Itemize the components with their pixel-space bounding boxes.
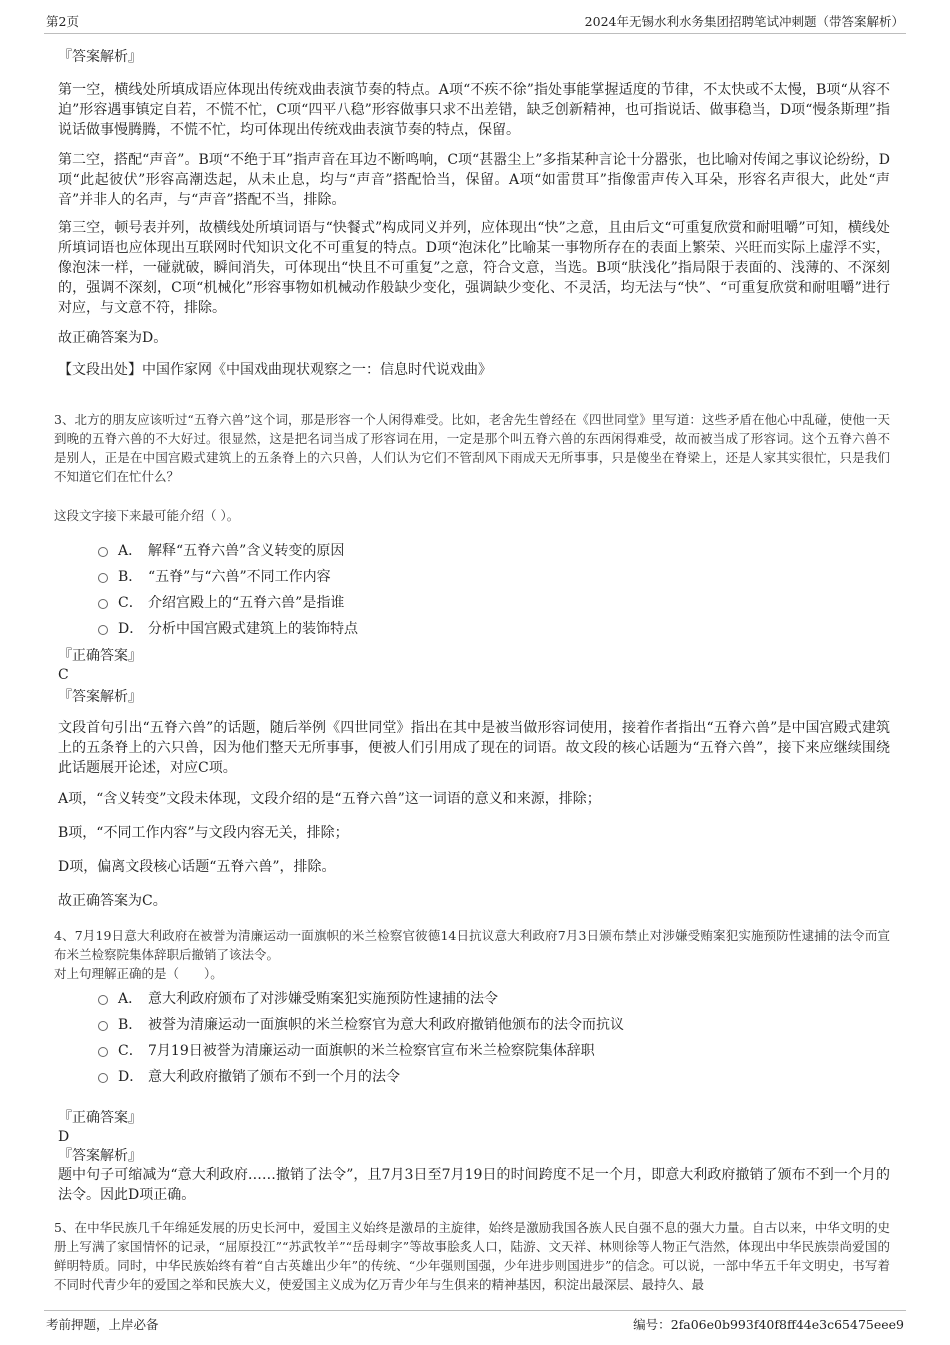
q3-analysis-para-1: 文段首句引出“五脊六兽”的话题，随后举例《四世同堂》指出在其中是被当做形容词使用，接着作者指出“五脊六兽”是中国宫殿式建筑上的五条脊上的六只兽，因为他们整天无所事事，便被人们引用成了现在的词语。故文段的核心话题为“五脊六兽”，接下来应继续围绕此话题展开论述，对应C项。 <box>58 720 890 776</box>
radio-button[interactable] <box>98 625 108 635</box>
q4-option-d[interactable] <box>98 1063 878 1089</box>
page-header <box>44 8 906 34</box>
q3-options <box>98 537 878 641</box>
radio-button[interactable] <box>98 1073 108 1083</box>
option-letter: C． <box>118 595 143 611</box>
radio-button[interactable] <box>98 599 108 609</box>
page-number: 第2页 <box>46 14 79 29</box>
option-letter: B． <box>118 569 143 585</box>
q3-analysis-para-3: B项，“不同工作内容”与文段内容无关，排除； <box>58 825 349 841</box>
option-letter: C． <box>118 1043 143 1059</box>
q3-option-c[interactable] <box>98 589 878 615</box>
q3-analysis-para-4: D项，偏离文段核心话题“五脊六兽”，排除。 <box>58 859 336 875</box>
serial-label: 编号： <box>633 1317 671 1332</box>
option-text: 解释“五脊六兽”含义转变的原因 <box>148 543 345 559</box>
option-text: 介绍宫殿上的“五脊六兽”是指谁 <box>148 595 345 611</box>
q3-prompt: 这段文字接下来最可能介绍（ ）。 <box>54 508 240 523</box>
document-title: 2024年无锡水利水务集团招聘笔试冲刺题（带答案解析） <box>584 14 904 29</box>
option-text: “五脊”与“六兽”不同工作内容 <box>148 569 331 585</box>
option-text: 意大利政府颁布了对涉嫌受贿案犯实施预防性逮捕的法令 <box>148 991 498 1007</box>
q2-source: 【文段出处】中国作家网《中国戏曲现状观察之一：信息时代说戏曲》 <box>58 362 492 378</box>
q4-option-a[interactable] <box>98 985 878 1011</box>
radio-button[interactable] <box>98 995 108 1005</box>
q3-conclusion: 故正确答案为C。 <box>58 893 167 909</box>
q5-passage: 5、在中华民族几千年绵延发展的历史长河中，爱国主义始终是激昂的主旋律，始终是激励我国各族人民自强不息的强大力量。自古以来，中华文明的史册上写满了家国情怀的记录，“屈原投江”“苏武牧羊”“岳母刺字”等故事脍炙人口，陆游、文天祥、林则徐等人物正气浩然，体现出中华民族崇尚爱国的鲜明特质。同时，中华民族始终有着“自古英雄出少年”的传统、“少年强则国强，少年进步则国进步”的信念。可以说，一部中华五千年文明史，书写着不同时代青少年的爱国之举和民族大义，使爱国主义成为亿万青少年与生俱来的精神基因，积淀出最深层、最持久、最 <box>54 1220 890 1292</box>
q2-conclusion: 故正确答案为D。 <box>58 330 168 346</box>
page-footer <box>44 1310 906 1334</box>
option-text: 7月19日被誉为清廉运动一面旗帜的米兰检察官宣布米兰检察院集体辞职 <box>148 1043 595 1059</box>
option-letter: D． <box>118 1069 144 1085</box>
q4-prompt: 对上句理解正确的是（ ）。 <box>54 966 223 981</box>
q4-option-c[interactable] <box>98 1037 878 1063</box>
serial-number <box>633 1315 904 1333</box>
q2-analysis-para-1: 第一空，横线处所填成语应体现出传统戏曲表演节奏的特点。A项“不疾不徐”指处事能掌握适度的节律，不太快或不太慢，B项“从容不迫”形容遇事镇定自若，不慌不忙，C项“四平八稳”形容做事只求不出差错，缺乏创新精神，也可指说话、做事稳当，D项“慢条斯理”指说话做事慢腾腾，不慌不忙，均可体现出传统戏曲表演节奏的特点，保留。 <box>58 82 890 138</box>
q4-option-b[interactable] <box>98 1011 878 1037</box>
option-letter: A． <box>118 991 143 1007</box>
q4-options <box>98 985 878 1089</box>
radio-button[interactable] <box>98 547 108 557</box>
radio-button[interactable] <box>98 573 108 583</box>
q3-analysis-para-2: A项，“含义转变”文段未体现，文段介绍的是“五脊六兽”这一词语的意义和来源，排除； <box>58 791 601 807</box>
option-letter: D． <box>118 621 144 637</box>
option-text: 分析中国宫殿式建筑上的装饰特点 <box>148 621 358 637</box>
q3-option-b[interactable] <box>98 563 878 589</box>
q2-analysis-para-3: 第三空，顿号表并列，故横线处所填词语与“快餐式”构成同义并列，应体现出“快”之意，且由后文“可重复欣赏和耐咀嚼”可知，横线处所填词语也应体现出互联网时代知识文化不可重复的特点。D项“泡沫化”比喻某一事物所存在的表面上繁荣、兴旺而实际上虚浮不实，像泡沫一样，一碰就破，瞬间消失，可体现出“快且不可重复”之意，符合文意，当选。B项“肤浅化”指局限于表面的、浅薄的、不深刻的，强调不深刻，C项“机械化”形容事物如机械动作般缺少变化，强调缺少变化、不灵活，均无法与“快”、“可重复欣赏和耐咀嚼”进行对应，与文意不符，排除。 <box>58 220 890 316</box>
q3-passage: 3、北方的朋友应该听过“五脊六兽”这个词，那是形容一个人闲得难受。比如，老舍先生曾经在《四世同堂》里写道：这些矛盾在他心中乱碰，使他一天到晚的五脊六兽的不大好过。很显然，这是把名词当成了形容词在用，一定是那个叫五脊六兽的东西闲得难受，故而被当成了形容词。这个五脊六兽不是别人，正是在中国宫殿式建筑上的五条脊上的六只兽，人们认为它们不管刮风下雨成天无所事事，只是傻坐在脊梁上，还是人家其实很忙，只是我们不知道它们在忙什么？ <box>54 412 890 484</box>
q2-analysis-para-2: 第二空，搭配“声音”。B项“不绝于耳”指声音在耳边不断鸣响，C项“甚嚣尘上”多指某种言论十分嚣张，也比喻对传闻之事议论纷纷，D项“此起彼伏”形容高潮迭起，从未止息，均与“声音”搭配恰当，保留。A项“如雷贯耳”指像雷声传入耳朵，形容名声很大，此处“声音”并非人的名声，与“声音”搭配不当，排除。 <box>58 152 890 208</box>
q3-analysis-label: 『答案解析』 <box>58 689 142 705</box>
q3-correct-answer: C <box>58 667 69 683</box>
q2-analysis <box>58 48 890 67</box>
q4-analysis-para-1: 题中句子可缩减为“意大利政府……撤销了法令”，且7月3日至7月19日的时间跨度不足一个月，即意大利政府撤销了颁布不到一个月的法令。因此D项正确。 <box>58 1167 890 1203</box>
q4-analysis-label: 『答案解析』 <box>58 1148 142 1164</box>
q3-option-d[interactable] <box>98 615 878 641</box>
q4-correct-label: 『正确答案』 <box>58 1110 142 1126</box>
footer-slogan: 考前押题，上岸必备 <box>46 1317 159 1332</box>
serial-value: 2fa06e0b993f40f8ff44e3c65475eee9 <box>670 1317 904 1332</box>
option-letter: B． <box>118 1017 143 1033</box>
q4-passage: 4、7月19日意大利政府在被誉为清廉运动一面旗帜的米兰检察官彼德14日抗议意大利政府7月3日颁布禁止对涉嫌受贿案犯实施预防性逮捕的法令而宣布米兰检察院集体辞职后撤销了该法令。 <box>54 928 890 962</box>
radio-button[interactable] <box>98 1047 108 1057</box>
option-letter: A． <box>118 543 143 559</box>
option-text: 意大利政府撤销了颁布不到一个月的法令 <box>148 1069 400 1085</box>
q2-analysis-label: 『答案解析』 <box>58 49 142 65</box>
radio-button[interactable] <box>98 1021 108 1031</box>
q3-correct-label: 『正确答案』 <box>58 648 142 664</box>
q4-correct-answer: D <box>58 1129 70 1145</box>
q3-option-a[interactable] <box>98 537 878 563</box>
option-text: 被誉为清廉运动一面旗帜的米兰检察官为意大利政府撤销他颁布的法令而抗议 <box>148 1017 624 1033</box>
